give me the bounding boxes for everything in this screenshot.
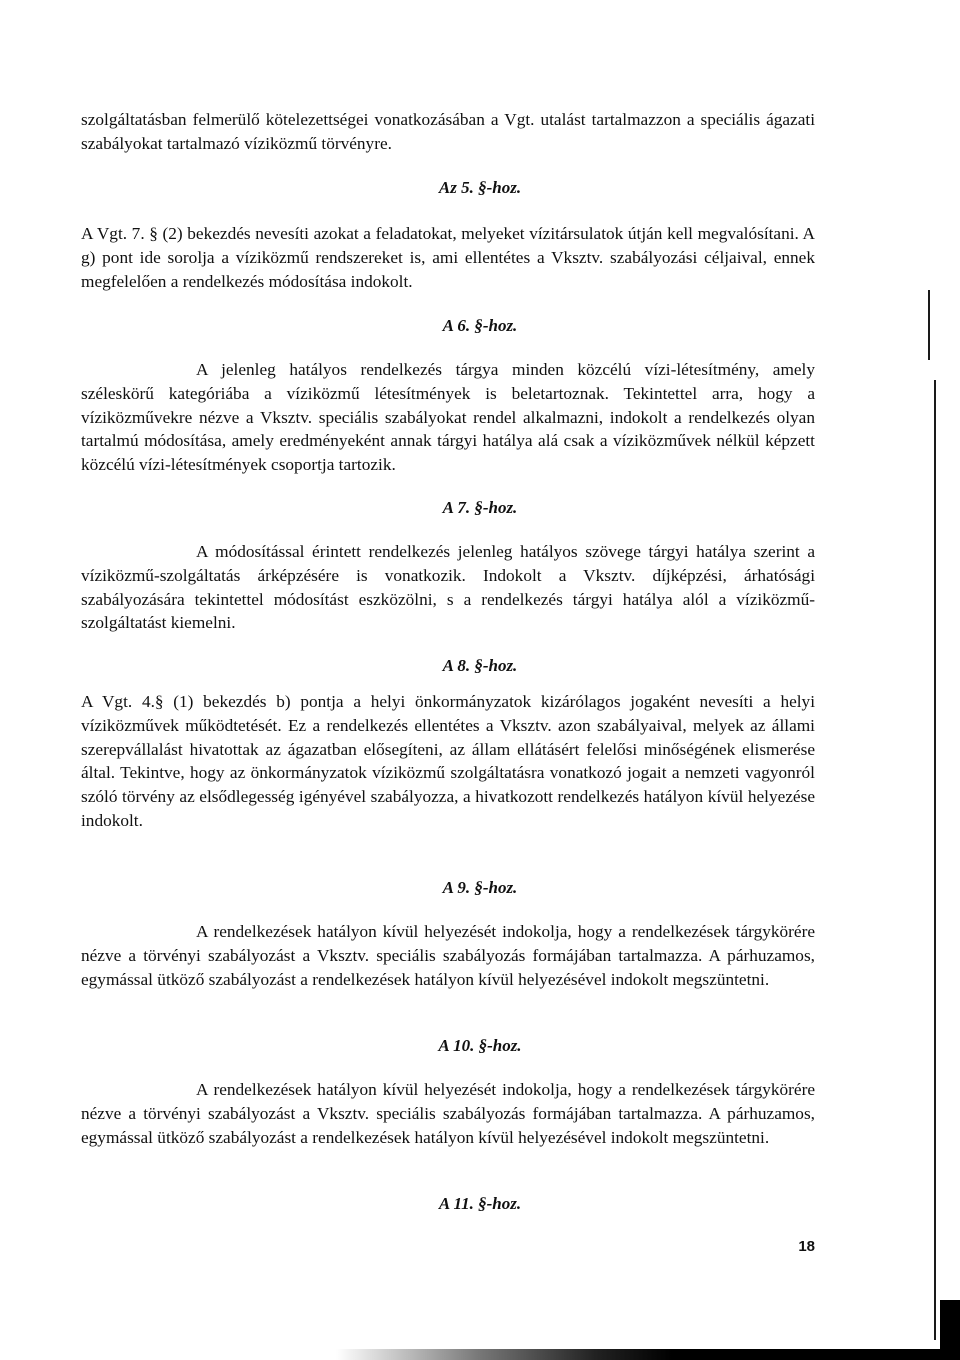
scan-artifact-line [928,290,930,360]
heading-section-5: Az 5. §-hoz. [438,178,522,197]
paragraph-section-7: A módosítással érintett rendelkezés jelenleg hatályos szövege tárgyi hatálya szerint a víziközmű-szolgáltatás árképzésére is vonatkozik. Indokolt a Vksztv. díjképzési, árhatósági szabályozására tekintettel módosítást eszközölni, s a rendelkezés tárgyi hatálya alól a víziközmű-szolgáltatást kiemelni. [81,542,815,633]
heading-section-7: A 7. §-hoz. [442,498,518,517]
heading-section-9: A 9. §-hoz. [442,878,518,897]
paragraph-section-5: A Vgt. 7. § (2) bekezdés nevesíti azokat a feladatokat, melyeket vízitársulatok útján kell megvalósítani. A g) pont ide sorolja a víziközmű rendszereket is, ami ellentétes a Vksztv. szabályozási céljaival, ennek megfelelően a rendelkezés módosítása indokolt. [81,224,815,291]
heading-section-8: A 8. §-hoz. [442,656,518,675]
paragraph-section-6: A jelenleg hatályos rendelkezés tárgya minden közcélú vízi-létesítmény, amely széleskörű kategóriába a víziközmű létesítmények is beletartoznak. Tekintettel arra, hogy a víziközművekre nézve a Vksztv. speciális szabályokat rendel alkalmazni, indokolt a rendelkezés olyan tartalmú módosítása, amely eredményeként annak tárgyi hatálya alá csak a víziközművek nélkül képzett közcélú vízi-létesítmények csoportja tartozik. [81,360,815,475]
paragraph-section-8: A Vgt. 4.§ (1) bekezdés b) pontja a helyi önkormányzatok kizárólagos jogaként nevesíti a helyi víziközművek működtetését. Ez a rendelkezés ellentétes a Vksztv. azon szabályaival, melyek az állami szerepvállalást hivatottak az ágazatban elősegíteni, az állam ellátásért felelősi minőségének elismerése által. Tekintve, hogy az önkormányzatok víziközmű szolgáltatásra vonatkozó jogait a nemzeti vagyonról szóló törvény az elsődlegesség igényével szabályozza, a hivatkozott rendelkezés hatályon kívül helyezése indokolt. [81,692,815,830]
paragraph-intro: szolgáltatásban felmerülő kötelezettségei vonatkozásában a Vgt. utalást tartalmazzon a speciális ágazati szabályokat tartalmazó víziközmű törvényre. [81,110,815,153]
scan-artifact-bottom-band [0,1349,960,1360]
scan-artifact-corner [940,1300,960,1360]
heading-section-10: A 10. §-hoz. [438,1036,522,1055]
heading-section-6: A 6. §-hoz. [442,316,518,335]
paragraph-section-9: A rendelkezések hatályon kívül helyezését indokolja, hogy a rendelkezések tárgykörére nézve a törvényi szabályozást a Vksztv. speciális szabályozás formájában tartalmazza. A párhuzamos, egymással ütköző szabályozást a rendelkezések hatályon kívül helyezésével indokolt megszüntetni. [81,922,815,989]
page-number: 18 [798,1238,815,1255]
paragraph-section-10: A rendelkezések hatályon kívül helyezését indokolja, hogy a rendelkezések tárgykörére nézve a törvényi szabályozást a Vksztv. speciális szabályozás formájában tartalmazza. A párhuzamos, egymással ütköző szabályozást a rendelkezések hatályon kívül helyezésével indokolt megszüntetni. [81,1080,815,1147]
scan-artifact-edge [934,380,936,1340]
heading-section-11: A 11. §-hoz. [438,1194,522,1213]
